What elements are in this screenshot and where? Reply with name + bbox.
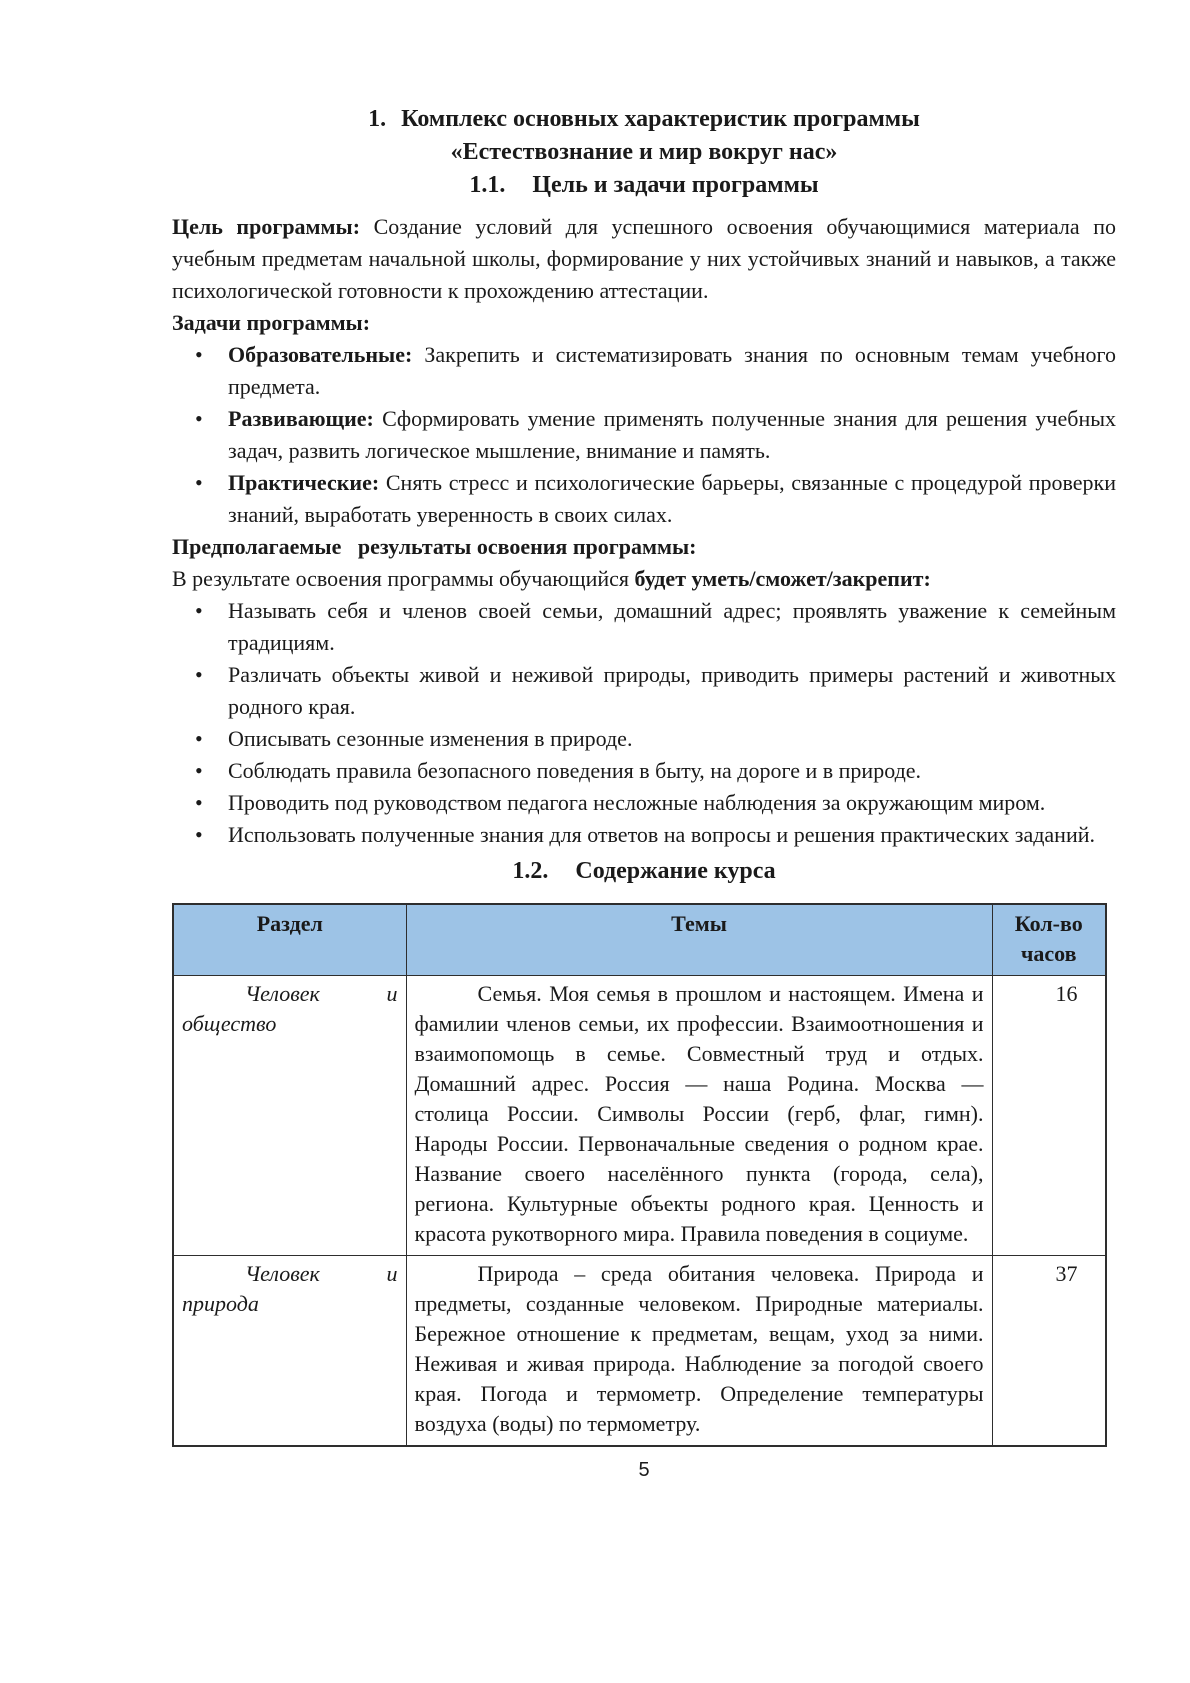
- list-item: [195, 755, 1116, 787]
- bullet-icon: •: [195, 406, 203, 431]
- section-1-2-heading: [172, 855, 1116, 888]
- list-item: [195, 403, 1116, 467]
- list-item-label: Практические:: [228, 470, 380, 495]
- results-intro: [172, 563, 1116, 595]
- bullet-icon: •: [195, 662, 203, 687]
- hours-cell: 37: [992, 1256, 1106, 1447]
- heading-number: 1.2.: [512, 858, 549, 884]
- list-item-text: [228, 467, 1116, 531]
- column-header-section: Раздел: [173, 904, 406, 976]
- topics-cell: Природа – среда обитания человека. Природа и предметы, созданные человеком. Природные материалы. Бережное отношение к предметам, вещам, уход за ними. Неживая и живая природа. Наблюдение за погодой своего края. Погода и термометр. Определение температуры воздуха (воды) по термометру.: [406, 1256, 992, 1447]
- list-item: [195, 467, 1116, 531]
- goal-text: Создание условий для успешного освоения обучающимися материала по учебным предметам начальной школы, формирование у них устойчивых знаний и навыков, а также психологической готовности к прохождению аттестации.: [172, 214, 1117, 303]
- table-header-row: [173, 904, 1106, 976]
- list-item-text: Использовать полученные знания для ответов на вопросы и решения практических заданий.: [228, 822, 1095, 847]
- heading-number: 1.1.: [469, 172, 506, 198]
- list-item-text: Проводить под руководством педагога несложные наблюдения за окружающим миром.: [228, 790, 1046, 815]
- topics-cell: Семья. Моя семья в прошлом и настоящем. Имена и фамилии членов семьи, их профессии. Взаимоотношения и взаимопомощь в семье. Совместный труд и отдых. Домашний адрес. Россия — наша Родина. Москва — столица России. Символы России (герб, флаг, гимн). Народы России. Первоначальные сведения о родном крае. Название своего населённого пункта (города, села), региона. Культурные объекты родного края. Ценность и красота рукотворного мира. Правила поведения в социуме.: [406, 976, 992, 1256]
- list-item-body: Сформировать умение применять полученные знания для решения учебных задач, развить логическое мышление, внимание и память.: [228, 406, 1116, 463]
- results-intro-text: В результате освоения программы обучающийся: [172, 566, 630, 591]
- list-item-label: Образовательные:: [228, 342, 413, 367]
- list-item-label: Развивающие:: [228, 406, 374, 431]
- section-cell: Человек и общество: [173, 976, 406, 1256]
- list-item: [195, 819, 1116, 851]
- heading-text: Комплекс основных характеристик программы: [401, 106, 920, 132]
- list-item-text: [228, 339, 1116, 403]
- bullet-icon: •: [195, 726, 203, 751]
- hours-cell: 16: [992, 976, 1106, 1256]
- heading-text: Содержание курса: [575, 858, 776, 884]
- list-item-body: Закрепить и систематизировать знания по основным темам учебного предмета.: [228, 342, 1117, 399]
- tasks-label: Задачи программы:: [172, 310, 371, 335]
- section-1-1-heading: [172, 169, 1116, 202]
- list-item-text: [228, 403, 1116, 467]
- table-row: [173, 1256, 1106, 1447]
- column-header-hours: Кол-во часов: [992, 904, 1106, 976]
- bullet-icon: •: [195, 470, 203, 495]
- list-item-text: Различать объекты живой и неживой природы, приводить примеры растений и животных родного края.: [228, 662, 1116, 719]
- main-heading-line2: «Естествознание и мир вокруг нас»: [450, 139, 838, 165]
- list-item: [195, 787, 1116, 819]
- bullet-icon: •: [195, 342, 203, 367]
- column-header-topics: Темы: [406, 904, 992, 976]
- heading-text: Цель и задачи программы: [532, 172, 819, 198]
- bullet-icon: •: [195, 758, 203, 783]
- page-number: 5: [638, 1459, 650, 1481]
- list-item-text: Описывать сезонные изменения в природе.: [228, 726, 633, 751]
- bullet-icon: •: [195, 822, 203, 847]
- results-label: Предполагаемые результаты освоения программы:: [172, 534, 697, 559]
- list-item: [195, 723, 1116, 755]
- list-item: [195, 339, 1116, 403]
- list-item-body: Снять стресс и психологические барьеры, связанные с процедурой проверки знаний, выработать уверенность в своих силах.: [228, 470, 1116, 527]
- bullet-icon: •: [195, 598, 203, 623]
- list-item-text: Называть себя и членов своей семьи, домашний адрес; проявлять уважение к семейным традициям.: [228, 598, 1116, 655]
- section-cell: Человек и природа: [173, 1256, 406, 1447]
- list-item: [195, 659, 1116, 723]
- table-row: [173, 976, 1106, 1256]
- bullet-icon: •: [195, 790, 203, 815]
- list-item-text: Соблюдать правила безопасного поведения в быту, на дороге и в природе.: [228, 758, 922, 783]
- heading-number: 1.: [368, 106, 387, 132]
- main-heading-line1: [172, 103, 1116, 136]
- course-content-table: [172, 903, 1107, 1447]
- results-intro-bold: будет уметь/сможет/закрепит:: [634, 566, 931, 591]
- list-item: [195, 595, 1116, 659]
- goal-label: Цель программы:: [172, 214, 361, 239]
- goal-paragraph: [172, 211, 1116, 307]
